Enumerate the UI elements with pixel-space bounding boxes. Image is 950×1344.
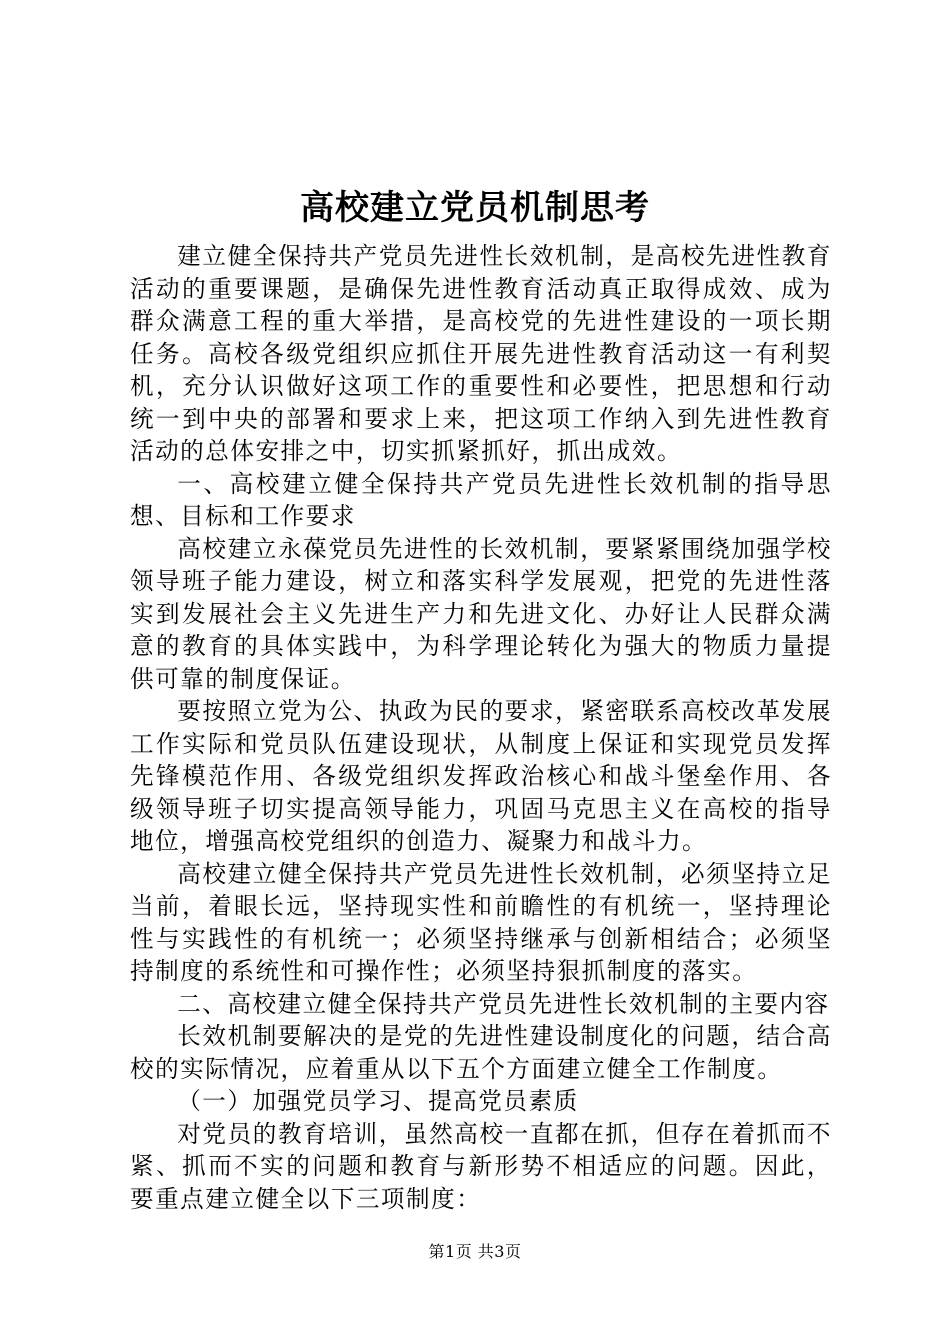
paragraph: 要按照立党为公、执政为民的要求，紧密联系高校改革发展工作实际和党员队伍建设现状，从制度上保证和实现党员发挥先锋模范作用、各级党组织发挥政治核心和战斗堡垒作用、各级领导班子切实提高领导能力，巩固马克思主义在高校的指导地位，增强高校党组织的创造力、凝聚力和战斗力。 xyxy=(130,697,832,855)
document-title: 高校建立党员机制思考 xyxy=(300,188,650,228)
page-footer: 第1页 共3页 xyxy=(428,1242,522,1261)
paragraph: 长效机制要解决的是党的先进性建设制度化的问题，结合高校的实际情况，应着重从以下五个方面建立健全工作制度。 xyxy=(130,1022,832,1083)
paragraph-intro: 建立健全保持共产党员先进性长效机制，是高校先进性教育活动的重要课题，是确保先进性教育活动真正取得成效、成为群众满意工程的重大举措，是高校党的先进性建设的一项长期任务。高校各级党组织应抓住开展先进性教育活动这一有利契机，充分认识做好这项工作的重要性和必要性，把思想和行动统一到中央的部署和要求上来，把这项工作纳入到先进性教育活动的总体安排之中，切实抓紧抓好，抓出成效。 xyxy=(130,242,832,465)
section-heading-1: 一、高校建立健全保持共产党员先进性长效机制的指导思想、目标和工作要求 xyxy=(130,469,832,530)
paragraph: 高校建立健全保持共产党员先进性长效机制，必须坚持立足当前，着眼长远，坚持现实性和前瞻性的有机统一，坚持理论性与实践性的有机统一；必须坚持继承与创新相结合；必须坚持制度的系统性和可操作性；必须坚持狠抓制度的落实。 xyxy=(130,859,832,985)
document-body xyxy=(130,240,832,1215)
section-heading-2: 二、高校建立健全保持共产党员先进性长效机制的主要内容 xyxy=(177,989,830,1018)
subsection-heading-1: （一）加强党员学习、提高党员素质 xyxy=(177,1087,579,1115)
paragraph: 对党员的教育培训，虽然高校一直都在抓，但存在着抓而不紧、抓而不实的问题和教育与新形势不相适应的问题。因此，要重点建立健全以下三项制度： xyxy=(130,1119,832,1213)
paragraph: 高校建立永葆党员先进性的长效机制，要紧紧围绕加强学校领导班子能力建设，树立和落实科学发展观，把党的先进性落实到发展社会主义先进生产力和先进文化、办好让人民群众满意的教育的具体实践中，为科学理论转化为强大的物质力量提供可靠的制度保证。 xyxy=(130,534,832,693)
